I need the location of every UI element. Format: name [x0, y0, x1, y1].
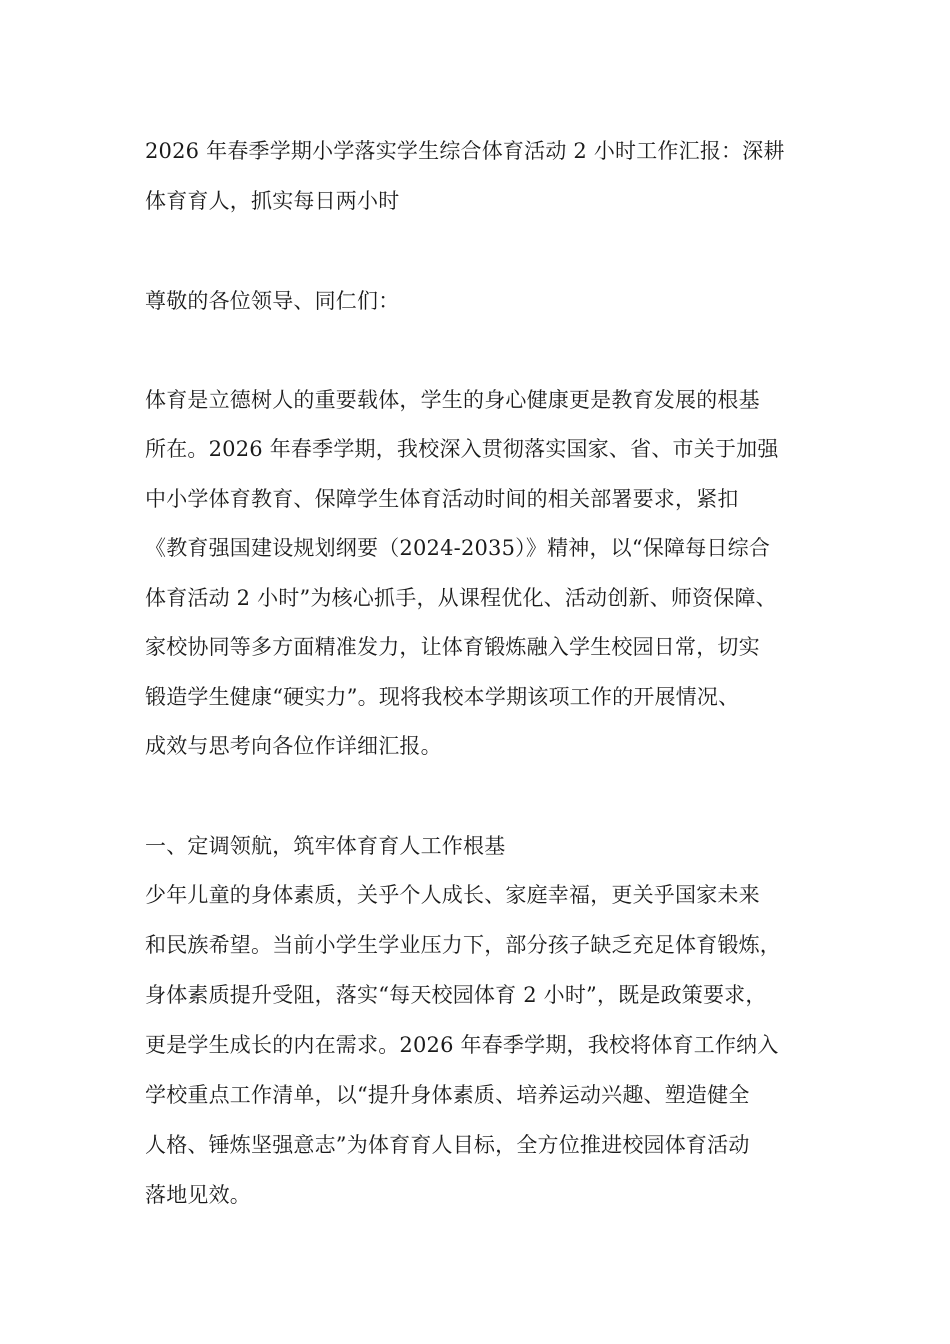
document-title-line-2: 体育育人，抓实每日两小时 [145, 189, 400, 213]
intro-line-8: 成效与思考向各位作详细汇报。 [145, 734, 442, 758]
intro-line-2: 所在。2026 年春季学期，我校深入贯彻落实国家、省、市关于加强 [145, 437, 779, 461]
section-1-line-1: 少年儿童的身体素质，关乎个人成长、家庭幸福，更关乎国家未来 [145, 883, 760, 907]
salutation: 尊敬的各位领导、同仁们： [145, 289, 400, 313]
intro-line-3: 中小学体育教育、保障学生体育活动时间的相关部署要求，紧扣 [145, 487, 739, 511]
section-1-line-4: 更是学生成长的内在需求。2026 年春季学期，我校将体育工作纳入 [145, 1033, 779, 1057]
document-title-line-1: 2026 年春季学期小学落实学生综合体育活动 2 小时工作汇报：深耕 [145, 139, 785, 163]
section-1-line-3: 身体素质提升受阻，落实“每天校园体育 2 小时”，既是政策要求， [145, 983, 767, 1007]
intro-line-1: 体育是立德树人的重要载体，学生的身心健康更是教育发展的根基 [145, 388, 760, 412]
section-1-line-6: 人格、锤炼坚强意志”为体育育人目标，全方位推进校园体育活动 [145, 1133, 750, 1157]
section-1-line-5: 学校重点工作清单，以“提升身体素质、培养运动兴趣、塑造健全 [145, 1083, 750, 1107]
section-1-heading: 一、定调领航，筑牢体育育人工作根基 [145, 834, 506, 858]
intro-line-5: 体育活动 2 小时”为核心抓手，从课程优化、活动创新、师资保障、 [145, 586, 777, 610]
intro-line-4: 《教育强国建设规划纲要（2024-2035）》精神，以“保障每日综合 [145, 536, 771, 560]
section-1-line-7: 落地见效。 [145, 1183, 251, 1207]
section-1-line-2: 和民族希望。当前小学生学业压力下，部分孩子缺乏充足体育锻炼， [145, 933, 781, 957]
intro-line-6: 家校协同等多方面精准发力，让体育锻炼融入学生校园日常，切实 [145, 635, 760, 659]
intro-line-7: 锻造学生健康“硬实力”。现将我校本学期该项工作的开展情况、 [145, 685, 740, 709]
